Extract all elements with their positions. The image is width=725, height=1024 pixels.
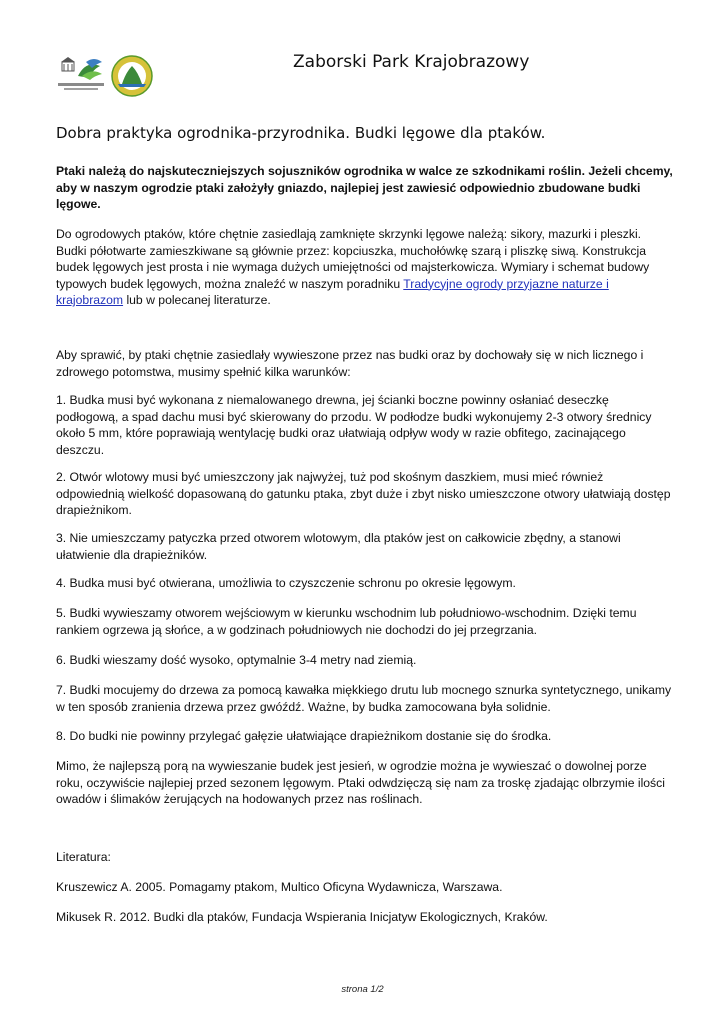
biosphere-caption-mark: [58, 83, 104, 86]
site-title: Zaborski Park Krajobrazowy: [293, 52, 530, 72]
logos-graphic: [56, 54, 156, 98]
zaborski-park-krajobrazowy-seal-icon: [112, 56, 152, 96]
literature-heading: Literatura:: [56, 850, 111, 864]
article-lead: Ptaki należą do najskuteczniejszych sojuszników ogrodnika w walce ze szkodnikami roślin. Jeżeli chcemy, aby w naszym ogrodzie ptaki założyły gniazdo, najlepiej jest zawiesić odpowiednio zbudowane budki lęgowe.: [56, 164, 673, 211]
biosphere-tree-icon: [78, 59, 102, 80]
condition-item-3: 3. Nie umieszczamy patyczka przed otworem wlotowym, dla ptaków jest on całkowicie zbędny, a stanowi ułatwienie dla drapieżników.: [56, 531, 621, 562]
intro-text-before-link: Do ogrodowych ptaków, które chętnie zasiedlają zamknięte skrzynki lęgowe należą: sikory, mazurki i pleszki. Budki półotwarte zamieszkiwane są głównie przez: kopciuszka, muchołówkę szarą i pliszkę siwą. Konstrukcja budek lęgowych jest prosta i nie wymaga dużych umiejętności od majsterkowicza. Wymiary i schemat budowy typowych budek lęgowych, można znaleźć w naszym poradniku: [56, 227, 650, 291]
literature-item-1: Kruszewicz A. 2005. Pomagamy ptakom, Multico Oficyna Wydawnicza, Warszawa.: [56, 880, 503, 894]
biosphere-subcaption-mark: [64, 88, 98, 90]
guide-link[interactable]: Tradycyjne ogrody przyjazne naturze i krajobrazom: [56, 276, 609, 307]
condition-item-1: 1. Budka musi być wykonana z niemalowanego drewna, jej ścianki boczne powinny osłaniać deseczkę podłogową, a spad dachu musi być skierowany do przodu. W podłodze budki wykonujemy 2-3 otwory średnicy około 5 mm, które poprawiają wentylację budki oraz ułatwiają odpływ wody w razie obfitego, zacinającego deszczu.: [56, 393, 652, 457]
condition-item-2: 2. Otwór wlotowy musi być umieszczony jak najwyżej, tuż pod skośnym daszkiem, musi mieć również odpowiednią wielkość dopasowaną do gatunku ptaka, zbyt duże i zbyt nisko umieszczone otwory ułatwiają dostęp drapieżnikom.: [56, 470, 671, 517]
intro-text-after-link: lub w polecanej literaturze.: [123, 293, 271, 307]
header-logos: [56, 54, 156, 98]
condition-item-7: 7. Budki mocujemy do drzewa za pomocą kawałka miękkiego drutu lub mocnego sznurka syntetycznego, unikamy w ten sposób zranienia drzewa przez gwóźdź. Ważne, by budka zamocowana była solidnie.: [56, 683, 672, 714]
condition-item-6: 6. Budki wieszamy dość wysoko, optymalnie 3-4 metry nad ziemią.: [56, 653, 417, 667]
literature-item-2: Mikusek R. 2012. Budki dla ptaków, Fundacja Wspierania Inicjatyw Ekologicznych, Kraków.: [56, 910, 548, 924]
condition-item-4: 4. Budka musi być otwierana, umożliwia to czyszczenie schronu po okresie lęgowym.: [56, 576, 516, 590]
condition-item-8: 8. Do budki nie powinny przylegać gałęzie ułatwiające drapieżnikom dostanie się do środka.: [56, 729, 552, 743]
article-closing: Mimo, że najlepszą porą na wywieszanie budek jest jesień, w ogrodzie można je wywieszać o dowolnej porze roku, oczywiście najlepiej przed sezonem lęgowym. Ptaki odwdzięczą się nam za troskę zjadając olbrzymie ilości owadów i ślimaków żerujących na hodowanych przez nas roślinach.: [56, 759, 665, 806]
page-number: strona 1/2: [341, 984, 384, 995]
condition-item-5: 5. Budki wywieszamy otworem wejściowym w kierunku wschodnim lub południowo-wschodnim. Dzięki temu rankiem ogrzewa ją słońce, a w godzinach południowych nie dochodzi do jej przegrzania.: [56, 606, 637, 637]
article-intro: [56, 226, 674, 309]
article-title: Dobra praktyka ogrodnika-przyrodnika. Budki lęgowe dla ptaków.: [56, 124, 546, 142]
conditions-intro: Aby sprawić, by ptaki chętnie zasiedlały wywieszone przez nas budki oraz by dochowały się w nich licznego i zdrowego potomstwa, musimy spełnić kilka warunków:: [56, 348, 644, 379]
unesco-logo-icon: [61, 57, 75, 71]
